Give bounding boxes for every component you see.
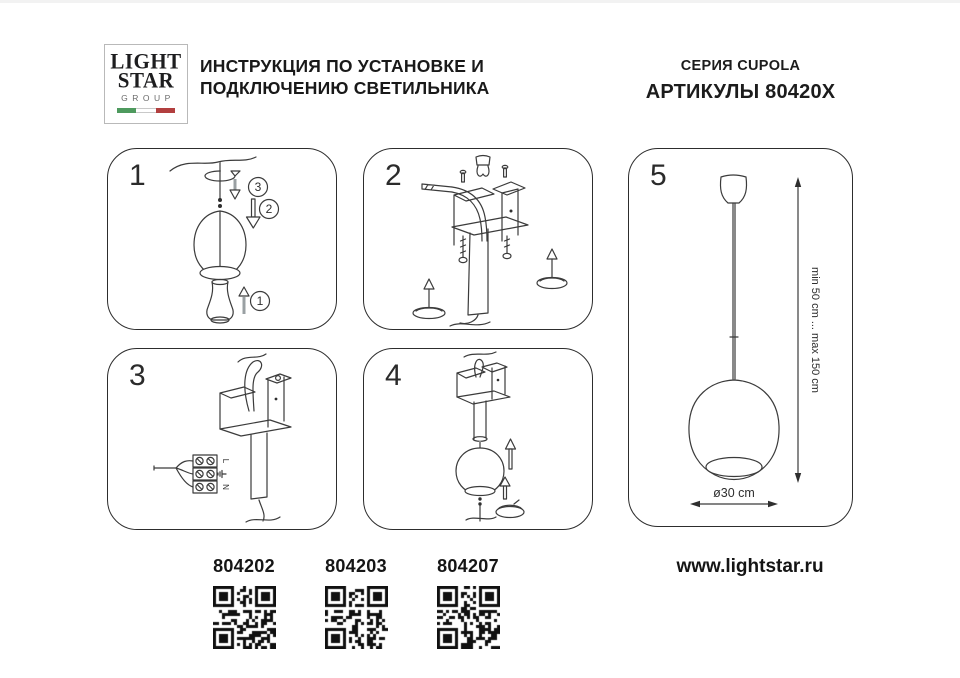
up-arrow-icon: [424, 279, 434, 289]
logo-word-light: LIGHT: [110, 48, 182, 74]
height-dimension: [795, 177, 821, 483]
qr-code-icon: [437, 586, 500, 649]
screw-head: [459, 257, 467, 262]
cord-stop: [218, 204, 222, 208]
article-block-804202: [199, 556, 289, 649]
diffuser-top: [212, 280, 228, 285]
article-code: 804202: [213, 556, 275, 576]
dimension-arrow-right: [768, 501, 778, 507]
anchor-disc: [537, 278, 567, 289]
flag-white-segment: [136, 108, 155, 113]
down-arrow-icon: [230, 190, 240, 199]
terminal-block: [193, 455, 217, 493]
terminal-label-line: L: [221, 458, 230, 464]
terminal-row: [193, 481, 217, 493]
terminal-row: [193, 468, 217, 480]
page-title-line2: ПОДКЛЮЧЕНИЮ СВЕТИЛЬНИКА: [200, 77, 490, 98]
step-number-1: 1: [129, 159, 146, 192]
qr-code-icon: [325, 586, 388, 649]
dimension-arrow-up: [795, 177, 801, 187]
italian-flag-stripe: [117, 108, 175, 113]
shade-rim: [706, 458, 762, 477]
cross-plate: [457, 391, 510, 404]
ceiling-canopy: [720, 175, 746, 203]
page-title-line1: ИНСТРУКЦИЯ ПО УСТАНОВКЕ И: [200, 56, 484, 76]
up-arrow-shaft: [243, 297, 246, 314]
screw-head: [503, 253, 511, 258]
logo-word-group: GROUP: [121, 93, 175, 103]
wire-squiggle: [466, 517, 496, 520]
diameter-dimension: [690, 486, 778, 507]
up-arrow-icon: [239, 287, 249, 296]
step-number-3: 3: [129, 359, 146, 392]
step3-drawing-wiring: [108, 349, 335, 528]
cross-plate: [452, 217, 528, 235]
anchor-disc: [413, 308, 445, 319]
cord-stop: [478, 497, 481, 500]
terminal-row: [193, 455, 217, 467]
mounting-post: [268, 377, 284, 427]
post-top-plate: [493, 182, 525, 195]
diameter-label: ø30 cm: [713, 486, 755, 500]
up-arrow-icon: [547, 249, 557, 259]
series-block: [628, 58, 853, 104]
shade-rim: [200, 267, 240, 280]
mains-cable-end: [422, 184, 452, 192]
square-tube: [474, 401, 486, 439]
wire-out: [450, 315, 490, 326]
article-code: 804207: [437, 556, 499, 576]
down-arrow-shaft: [252, 199, 256, 217]
dimension-arrow-left: [690, 501, 700, 507]
shade-rim: [465, 487, 495, 496]
logo-word-star: STAR: [117, 67, 175, 93]
series-name: СЕРИЯ CUPOLA: [680, 58, 801, 74]
bracket-left-flange: [220, 387, 255, 429]
cord-stop: [478, 502, 481, 505]
page-top-edge: [0, 0, 960, 3]
website-url: www.lightstar.ru: [676, 556, 824, 577]
post-hole: [275, 398, 278, 401]
step-panel-5: [628, 148, 853, 527]
wire-fan: [176, 461, 193, 487]
step-badge-3-label: 3: [254, 180, 262, 194]
ceiling-line: [170, 157, 256, 171]
step1-drawing-shade-assembly: [108, 149, 335, 328]
step-panel-2: [363, 148, 593, 330]
square-tube: [468, 229, 488, 315]
article-code: 804203: [325, 556, 387, 576]
height-range-label: min 50 cm ... max 150 cm: [809, 267, 821, 393]
terminal-label-neutral: N: [221, 484, 230, 490]
flag-red-segment: [156, 108, 175, 113]
step-number-5: 5: [650, 159, 667, 192]
page-title: [200, 56, 530, 99]
cross-plate: [220, 420, 291, 436]
mounting-post: [502, 189, 518, 241]
supply-wire-loop: [245, 361, 262, 411]
long-screw-left: [461, 236, 466, 257]
anchor-disc: [496, 507, 524, 518]
screw-shaft: [504, 168, 507, 177]
wire-out: [246, 500, 280, 522]
ceiling-clip: [476, 156, 490, 166]
step-badge-1-label: 1: [256, 294, 264, 308]
down-arrow-icon: [247, 217, 261, 228]
step-panel-3: [107, 348, 337, 530]
dimension-arrow-down: [795, 473, 801, 483]
flag-green-segment: [117, 108, 136, 113]
step4-drawing-shade-attachment: [364, 349, 591, 528]
rotate-arrow-head: [231, 171, 240, 176]
step5-drawing-dimensions: [629, 149, 851, 525]
article-block-804203: [311, 556, 401, 649]
step2-drawing-bracket-mounting: [364, 149, 591, 328]
screw-shaft: [462, 173, 465, 182]
tube-end: [473, 437, 487, 442]
screw-slots: [197, 459, 213, 490]
glass-diffuser: [207, 282, 233, 320]
lightstar-logo: [104, 44, 188, 124]
cord-stop: [218, 198, 222, 202]
flange-screw: [276, 376, 281, 381]
square-tube: [251, 433, 267, 499]
push-arrow-shaft: [234, 179, 237, 191]
step-number-2: 2: [385, 159, 402, 192]
earth-symbol-icon: [218, 471, 226, 478]
step-panel-1: [107, 148, 337, 330]
ceiling-wire-squiggle: [238, 354, 266, 362]
post-hole: [510, 210, 513, 213]
up-arrow-shaft: [509, 449, 512, 469]
step-badge-2-label: 2: [265, 202, 273, 216]
long-screw-right: [505, 236, 510, 253]
clip-hooks: [477, 166, 489, 176]
step-panel-4: [363, 348, 593, 530]
post-top-flange: [482, 363, 507, 372]
up-arrow-icon: [506, 439, 516, 449]
qr-code-icon: [213, 586, 276, 649]
ceiling-wire-squiggle: [464, 352, 496, 357]
articles-label: АРТИКУЛЫ 80420X: [645, 81, 836, 103]
mains-cable: [154, 466, 176, 470]
article-block-804207: [423, 556, 513, 649]
step-number-4: 4: [385, 359, 402, 392]
post-hole: [497, 379, 500, 382]
up-arrow-shaft: [504, 486, 507, 499]
